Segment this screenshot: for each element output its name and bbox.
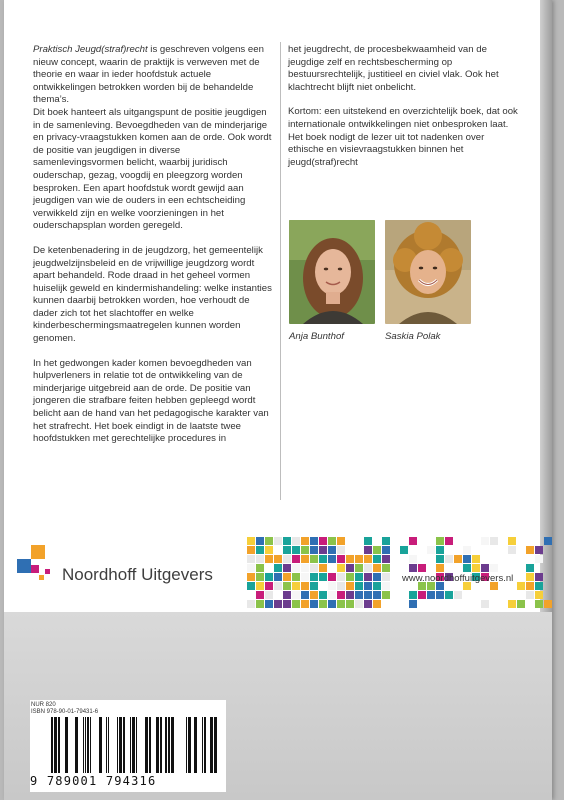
barcode-bar: [210, 717, 213, 773]
mosaic-square: [310, 537, 318, 545]
barcode-bar: [194, 717, 197, 773]
barcode-bar: [130, 717, 131, 773]
intro-text: is geschreven volgens een nieuw concept, waarin de praktijk is verweven met de theorie en waar in ieder hoofdstuk actuele ontwikkelingen betrokken worden bij de behandelde thema’s.: [33, 44, 264, 106]
mosaic-square: [274, 537, 282, 545]
mosaic-square: [337, 591, 345, 599]
mosaic-square: [481, 537, 489, 545]
mosaic-square: [283, 582, 291, 590]
mosaic-square: [526, 564, 534, 572]
right-text-column: [288, 44, 520, 181]
mosaic-square: [382, 582, 390, 590]
mosaic-square: [301, 564, 309, 572]
mosaic-square: [256, 555, 264, 563]
barcode-bar: [87, 717, 89, 773]
mosaic-square: [256, 582, 264, 590]
position-paragraph: Dit boek hanteert als uitgangspunt de positie jeugdigen in de samenleving. Bevoegdheden van de minderjarige en privacy-vraagstukken komen aan de orde. Ook wordt de positie van jeugdigen in diverse samenlevingsvormen belicht, waarbij juridisch ouderschap, gezag, voogdij en pleegzorg worden besproken. Een apart hoofdstuk wordt gewijd aan jeugdigen van wie de ouders in een echtscheiding verwikkeld zijn en welke voorzieningen in het ouderschapsplan worden geregeld.: [33, 106, 272, 232]
mosaic-square: [382, 546, 390, 554]
mosaic-square: [373, 564, 381, 572]
mosaic-square: [382, 591, 390, 599]
mosaic-square: [310, 591, 318, 599]
mosaic-square: [463, 546, 471, 554]
mosaic-square: [346, 573, 354, 581]
mosaic-square: [274, 573, 282, 581]
barcode-bar: [85, 717, 86, 773]
mosaic-square: [283, 555, 291, 563]
mosaic-square: [310, 546, 318, 554]
mosaic-square: [337, 573, 345, 581]
mosaic-square: [310, 564, 318, 572]
barcode-bar: [204, 717, 206, 773]
barcode-bar: [165, 717, 167, 773]
mosaic-square: [301, 555, 309, 563]
mosaic-square: [274, 582, 282, 590]
mosaic-square: [292, 573, 300, 581]
mosaic-square: [301, 573, 309, 581]
mosaic-square: [337, 537, 345, 545]
mosaic-square: [535, 582, 543, 590]
mosaic-square: [508, 600, 516, 608]
mosaic-square: [319, 564, 327, 572]
mosaic-square: [355, 564, 363, 572]
barcode-bar: [106, 717, 107, 773]
mosaic-square: [283, 564, 291, 572]
mosaic-square: [337, 555, 345, 563]
mosaic-square: [526, 546, 534, 554]
barcode-bar: [123, 717, 125, 773]
mosaic-square: [337, 582, 345, 590]
mosaic-square: [454, 591, 462, 599]
barcode-bar: [136, 717, 137, 773]
mosaic-square: [328, 573, 336, 581]
mosaic-square: [373, 591, 381, 599]
mosaic-square: [319, 537, 327, 545]
mosaic-square: [265, 555, 273, 563]
mosaic-square: [526, 591, 534, 599]
mosaic-square: [463, 555, 471, 563]
mosaic-square: [256, 546, 264, 554]
mosaic-square: [247, 555, 255, 563]
nur-code: NUR 820: [31, 702, 56, 708]
mosaic-square: [418, 564, 426, 572]
barcode-bar: [168, 717, 170, 773]
mosaic-square: [355, 600, 363, 608]
mosaic-square: [265, 600, 273, 608]
mosaic-square: [292, 537, 300, 545]
mosaic-square: [490, 564, 498, 572]
mosaic-square: [247, 600, 255, 608]
mosaic-square: [409, 564, 417, 572]
mosaic-square: [274, 564, 282, 572]
mosaic-square: [337, 600, 345, 608]
left-text-column: [33, 44, 273, 458]
mosaic-square: [283, 573, 291, 581]
mosaic-square: [301, 600, 309, 608]
barcode-bar: [99, 717, 102, 773]
mosaic-square: [328, 546, 336, 554]
mosaic-square: [535, 573, 543, 581]
mosaic-square: [355, 582, 363, 590]
mosaic-square: [292, 582, 300, 590]
mosaic-square: [328, 537, 336, 545]
mosaic-square: [301, 582, 309, 590]
barcode-bar: [108, 717, 109, 773]
mosaic-square: [481, 564, 489, 572]
mosaic-square: [382, 537, 390, 545]
mosaic-square: [355, 573, 363, 581]
mosaic-square: [346, 582, 354, 590]
mosaic-square: [319, 600, 327, 608]
mosaic-square: [346, 555, 354, 563]
barcode-bar: [90, 717, 91, 773]
mosaic-square: [364, 600, 372, 608]
mosaic-square: [382, 564, 390, 572]
mosaic-square: [256, 600, 264, 608]
barcode-bar: [171, 717, 174, 773]
mosaic-square: [283, 537, 291, 545]
chain-paragraph: De ketenbenadering in de jeugdzorg, het gemeentelijk jeugdwelzijnsbeleid en de vrijwillige jeugdzorg wordt apart behandeld. Rode draad in het geheel vormen huiselijk geweld en kindermishandeling: welke instanties kunnen daarbij betrokken worden, hoe verhoudt de dader zich tot het slachtoffer en welke kinderbeschermingsmaatregelen kunnen worden genomen.: [33, 244, 272, 345]
barcode-bar: [149, 717, 151, 773]
mosaic-square: [490, 537, 498, 545]
mosaic-square: [301, 591, 309, 599]
mosaic-square: [364, 546, 372, 554]
mosaic-square: [301, 546, 309, 554]
barcode-bar: [160, 717, 162, 773]
mosaic-square: [256, 564, 264, 572]
publisher-name: Noordhoff Uitgevers: [62, 565, 213, 584]
mosaic-square: [373, 600, 381, 608]
mosaic-square: [328, 600, 336, 608]
mosaic-square: [364, 537, 372, 545]
mosaic-square: [535, 546, 543, 554]
mosaic-square: [355, 591, 363, 599]
forced-paragraph: In het gedwongen kader komen bevoegdheden van hulpverleners in relatie tot de ontwikkeling van de minderjarige uitgebreid aan de orde. De positie van jongeren die strafbare feiten hebben gepleegd wordt belicht aan de hand van het pedagogische karakter van het strafrecht. Het boek eindigt in de laatste twee hoofdstukken met gerechtelijke procedures in: [33, 357, 269, 445]
mosaic-square: [436, 537, 444, 545]
mosaic-square: [274, 555, 282, 563]
mosaic-square: [427, 591, 435, 599]
mosaic-square: [292, 546, 300, 554]
mosaic-square: [364, 573, 372, 581]
barcode-bar: [54, 717, 57, 773]
mosaic-square: [373, 546, 381, 554]
mosaic-square: [256, 573, 264, 581]
mosaic-square: [373, 573, 381, 581]
mosaic-square: [436, 564, 444, 572]
mosaic-square: [265, 537, 273, 545]
mosaic-square: [373, 582, 381, 590]
mosaic-square: [508, 537, 516, 545]
mosaic-square: [337, 564, 345, 572]
mosaic-square: [409, 555, 417, 563]
barcode-bar: [132, 717, 135, 773]
barcode-bar: [188, 717, 191, 773]
mosaic-square: [382, 573, 390, 581]
mosaic-square: [535, 555, 543, 563]
mosaic-square: [481, 600, 489, 608]
mosaic-square: [247, 546, 255, 554]
mosaic-square: [364, 555, 372, 563]
mosaic-square: [301, 537, 309, 545]
barcode-bar: [119, 717, 122, 773]
mosaic-square: [436, 591, 444, 599]
mosaic-square: [283, 600, 291, 608]
mosaic-square: [247, 573, 255, 581]
barcode-bar: [83, 717, 84, 773]
mosaic-square: [256, 537, 264, 545]
mosaic-square: [247, 564, 255, 572]
publisher-url[interactable]: www.noordhoffuitgevers.nl: [402, 573, 514, 584]
mosaic-square: [310, 600, 318, 608]
mosaic-square: [319, 546, 327, 554]
mosaic-square: [292, 591, 300, 599]
mosaic-square: [319, 555, 327, 563]
intro-paragraph: [33, 44, 273, 233]
barcode-digits: 9 789001 794316: [30, 774, 157, 788]
author-photo-saskia: [385, 220, 471, 324]
mosaic-square: [526, 573, 534, 581]
author-caption-anja: Anja Bunthof: [289, 331, 344, 342]
author-photo-anja: [289, 220, 375, 324]
barcode-bar: [214, 717, 217, 773]
barcode-icon: [30, 717, 226, 775]
column-divider: [280, 42, 281, 500]
mosaic-square: [436, 555, 444, 563]
mosaic-square: [517, 582, 525, 590]
mosaic-square: [445, 591, 453, 599]
mosaic-square: [409, 591, 417, 599]
publisher-logo-icon: [17, 545, 59, 587]
mosaic-square: [247, 537, 255, 545]
book-title-inline: Praktisch Jeugd(straf)recht: [33, 44, 148, 55]
mosaic-square: [400, 546, 408, 554]
mosaic-square: [265, 582, 273, 590]
mosaic-square: [445, 537, 453, 545]
mosaic-square: [256, 591, 264, 599]
mosaic-square: [346, 600, 354, 608]
mosaic-square: [436, 546, 444, 554]
mosaic-square: [418, 591, 426, 599]
summary-paragraph: Kortom: een uitstekend en overzichtelijk boek, dat ook internationale ontwikkelingen niet onbesproken laat. Het boek nodigt de lezer uit tot nadenken over ethische en visievraagstukken binnen het jeugd(straf)recht: [288, 106, 518, 168]
barcode-bar: [65, 717, 68, 773]
mosaic-square: [517, 600, 525, 608]
barcode-bar: [58, 717, 60, 773]
barcode-bar: [51, 717, 53, 773]
mosaic-square: [463, 564, 471, 572]
mosaic-square: [274, 600, 282, 608]
mosaic-square: [427, 546, 435, 554]
mosaic-square: [310, 582, 318, 590]
mosaic-square: [319, 573, 327, 581]
mosaic-square: [292, 555, 300, 563]
mosaic-square: [310, 573, 318, 581]
mosaic-square: [346, 591, 354, 599]
mosaic-square: [283, 546, 291, 554]
author-caption-saskia: Saskia Polak: [385, 331, 441, 342]
mosaic-square: [409, 537, 417, 545]
mosaic-square: [409, 600, 417, 608]
barcode-bar: [75, 717, 78, 773]
mosaic-square: [544, 600, 552, 608]
mosaic-square: [319, 591, 327, 599]
isbn-code: ISBN 978-90-01-79431-6: [31, 709, 99, 715]
mosaic-square: [337, 546, 345, 554]
mosaic-square: [364, 564, 372, 572]
mosaic-square: [328, 555, 336, 563]
mosaic-square: [535, 600, 543, 608]
barcode-bar: [117, 717, 118, 773]
barcode-bar: [145, 717, 148, 773]
mosaic-square: [535, 591, 543, 599]
mosaic-square: [373, 555, 381, 563]
mosaic-square: [445, 555, 453, 563]
mosaic-square: [454, 555, 462, 563]
mosaic-square: [508, 546, 516, 554]
mosaic-square: [310, 555, 318, 563]
mosaic-square: [355, 555, 363, 563]
mosaic-square: [328, 582, 336, 590]
mosaic-square: [292, 564, 300, 572]
mosaic-square: [472, 564, 480, 572]
mosaic-square: [328, 591, 336, 599]
barcode-bar: [186, 717, 187, 773]
mosaic-square: [472, 555, 480, 563]
mosaic-square: [247, 582, 255, 590]
mosaic-square: [364, 591, 372, 599]
mosaic-square: [265, 573, 273, 581]
mosaic-square: [292, 600, 300, 608]
mosaic-square: [382, 555, 390, 563]
mosaic-square: [265, 546, 273, 554]
mosaic-square: [346, 564, 354, 572]
mosaic-square: [265, 591, 273, 599]
barcode-bar: [156, 717, 159, 773]
mosaic-square: [283, 591, 291, 599]
mosaic-square: [364, 582, 372, 590]
procedures-paragraph: het jeugdrecht, de procesbekwaamheid van de jeugdige zelf en rechtsbescherming op bestuursrechtelijk, justitieel en civiel vlak. Ook het klachtrecht blijft niet onbelicht.: [288, 44, 499, 93]
mosaic-square: [544, 537, 552, 545]
mosaic-square: [526, 582, 534, 590]
barcode-bar: [202, 717, 203, 773]
